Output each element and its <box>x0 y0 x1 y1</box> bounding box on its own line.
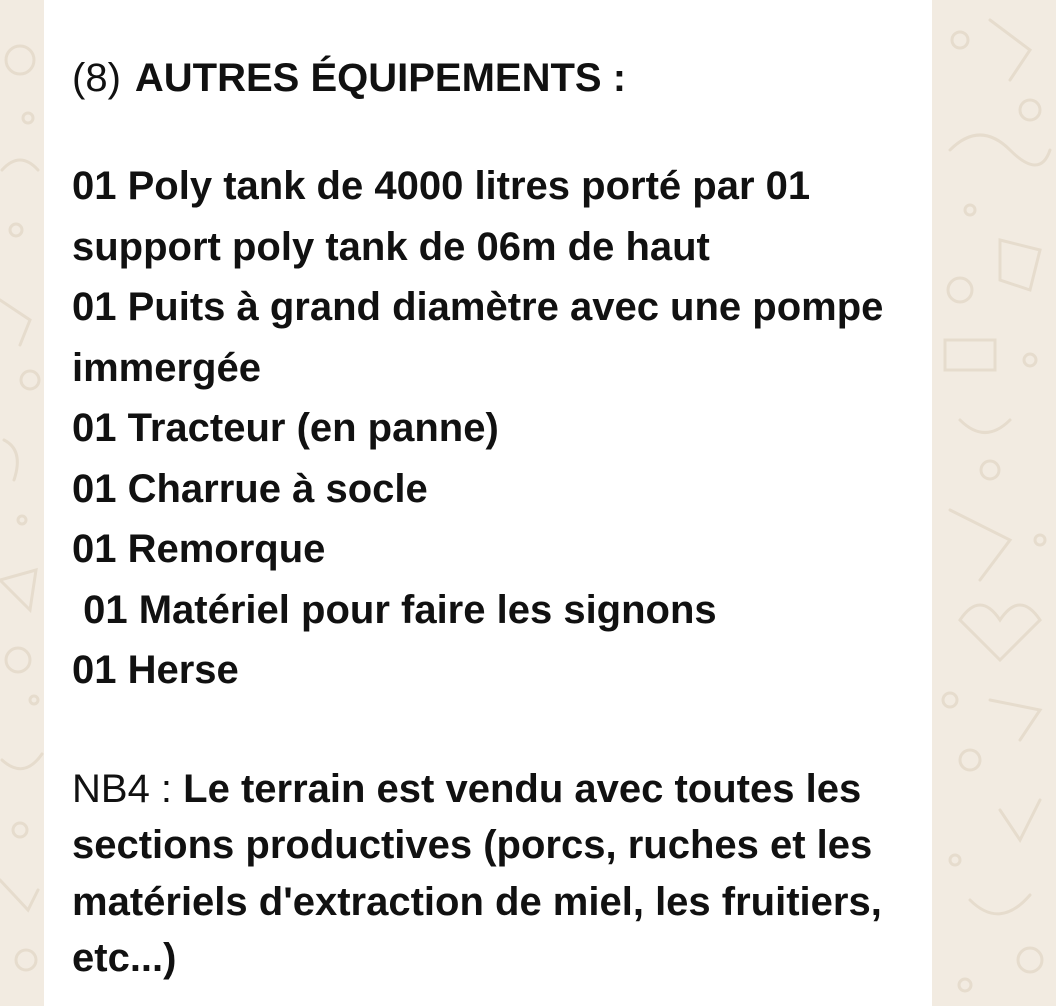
list-item: 01 Poly tank de 4000 litres porté par 01 support poly tank de 06m de haut <box>72 164 822 269</box>
section-title: AUTRES ÉQUIPEMENTS : <box>134 56 627 100</box>
list-item: 01 Puits à grand diamètre avec une pompe immergée <box>72 285 895 390</box>
section-number: (8) <box>72 56 121 100</box>
message-bubble[interactable] <box>44 0 932 1006</box>
list-item: 01 Remorque <box>72 527 326 571</box>
note-text: Le terrain est vendu avec toutes les sections productives (porcs, ruches et les matériels d'extraction de miel, les fruitiers, etc...) <box>72 766 882 980</box>
list-item: 01 Herse <box>72 648 239 692</box>
equipment-list <box>72 156 932 701</box>
note-paragraph <box>72 761 912 987</box>
note-label: NB4 : <box>72 766 184 811</box>
list-item: 01 Tracteur (en panne) <box>72 406 499 450</box>
section-heading <box>72 48 932 108</box>
list-item: 01 Charrue à socle <box>72 466 428 511</box>
list-item: 01 Matériel pour faire les signons <box>72 587 717 632</box>
